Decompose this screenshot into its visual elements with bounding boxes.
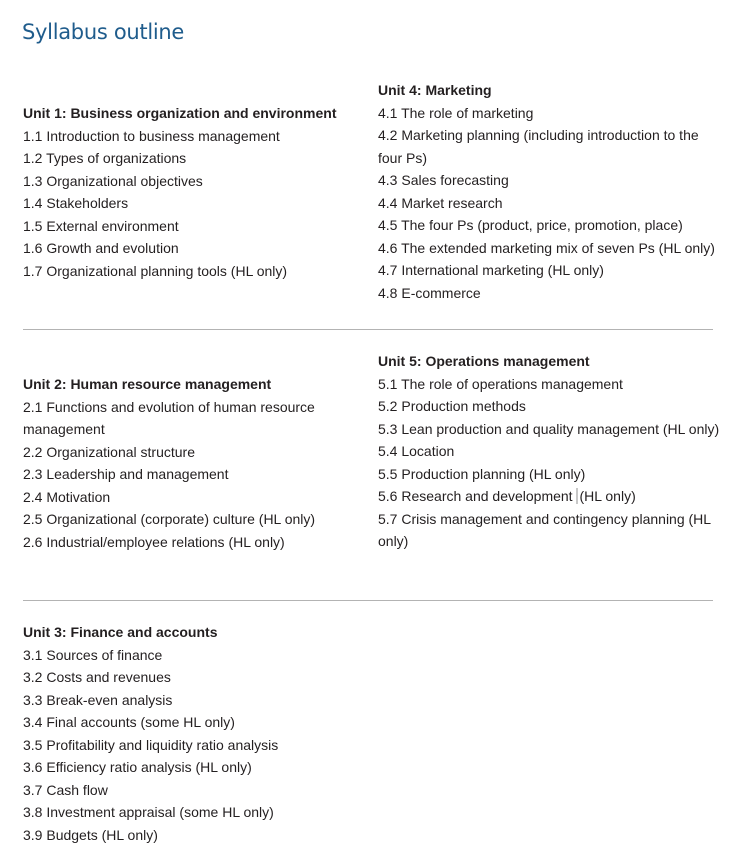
list-item: 2.6 Industrial/employee relations (HL only): [23, 533, 285, 550]
list-item: 3.5 Profitability and liquidity ratio analysis: [23, 736, 279, 753]
unit-heading: Unit 4: Marketing: [378, 82, 492, 98]
list-item: 3.7 Cash flow: [23, 781, 108, 798]
list-item: 1.5 External environment: [23, 217, 179, 234]
unit-heading: Unit 5: Operations management: [378, 353, 590, 369]
page-title: Syllabus outline: [22, 20, 185, 45]
list-item-suffix: (HL only): [579, 488, 636, 504]
list-item: 4.6 The extended marketing mix of seven Ps (HL only): [378, 239, 715, 256]
list-item: 5.2 Production methods: [378, 398, 526, 414]
list-item: 3.1 Sources of finance: [23, 646, 163, 663]
list-item: 5.5 Production planning (HL only): [378, 465, 586, 482]
unit-heading: Unit 1: Business organization and environment: [23, 105, 337, 121]
list-item: 5.3 Lean production and quality management (HL only): [378, 420, 720, 437]
list-item: 2.2 Organizational structure: [23, 443, 195, 460]
list-item: 5.4 Location: [378, 443, 455, 459]
list-item: 3.3 Break-even analysis: [23, 691, 173, 708]
list-item-text: 5.6 Research and development: [378, 488, 573, 504]
list-item: 3.8 Investment appraisal (some HL only): [23, 804, 274, 820]
list-item: 1.1 Introduction to business management: [23, 127, 280, 144]
list-item: [378, 485, 723, 508]
list-item: 1.4 Stakeholders: [23, 195, 129, 211]
list-item: 4.1 The role of marketing: [378, 104, 534, 121]
unit-3-section: [23, 621, 368, 846]
list-item: 3.9 Budgets (HL only): [23, 826, 158, 843]
unit-1-section: [23, 102, 368, 282]
list-item: 1.6 Growth and evolution: [23, 240, 179, 256]
list-item: 4.2 Marketing planning (including introduction to the four Ps): [378, 127, 699, 166]
list-item: 1.2 Types of organizations: [23, 150, 187, 166]
unit-heading: Unit 2: Human resource management: [23, 376, 272, 392]
list-item: 2.3 Leadership and management: [23, 466, 229, 482]
list-item: 3.4 Final accounts (some HL only): [23, 714, 235, 730]
list-item: 4.4 Market research: [378, 194, 503, 211]
list-item: 4.3 Sales forecasting: [378, 172, 509, 188]
unit-2-section: [23, 373, 368, 553]
list-item: 1.3 Organizational objectives: [23, 172, 203, 189]
list-item: 3.2 Costs and revenues: [23, 669, 171, 685]
list-item: 4.5 The four Ps (product, price, promotion, place): [378, 217, 683, 233]
list-item: 2.5 Organizational (corporate) culture (HL only): [23, 511, 316, 527]
unit-4-section: [378, 79, 723, 304]
unit-5-section: [378, 350, 723, 553]
list-item: 4.7 International marketing (HL only): [378, 262, 604, 278]
list-item: 2.1 Functions and evolution of human resource management: [23, 398, 315, 437]
list-item: 4.8 E-commerce: [378, 284, 481, 301]
list-item: 1.7 Organizational planning tools (HL only): [23, 262, 288, 279]
list-item: 5.1 The role of operations management: [378, 375, 623, 392]
unit-heading: Unit 3: Finance and accounts: [23, 624, 218, 640]
list-item: 5.7 Crisis management and contingency planning (HL only): [378, 510, 711, 549]
section-divider: [23, 329, 713, 330]
list-item: 3.6 Efficiency ratio analysis (HL only): [23, 759, 252, 775]
list-item: 2.4 Motivation: [23, 488, 111, 505]
section-divider: [23, 600, 713, 601]
